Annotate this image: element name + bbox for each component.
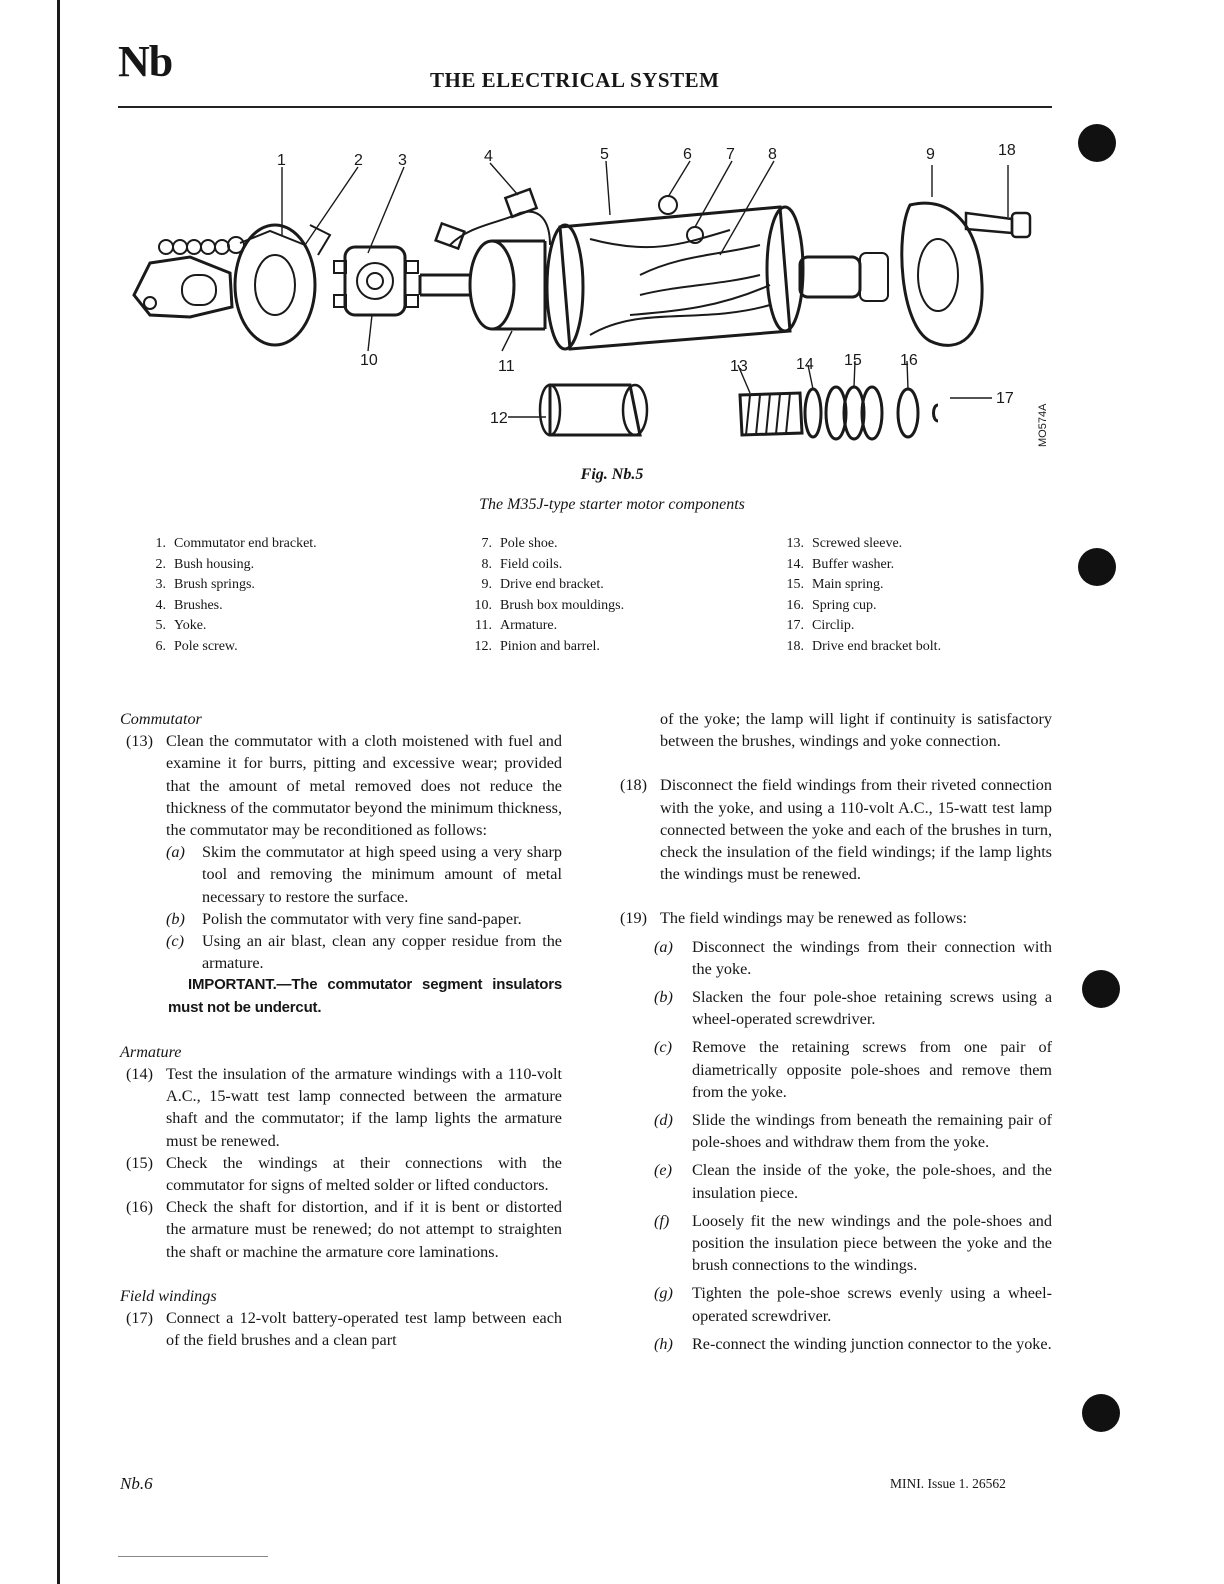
drive-end-bracket: [902, 203, 982, 345]
legend-item: 2. Bush housing.: [155, 556, 255, 572]
legend-item: 14. Buffer washer.: [786, 556, 895, 572]
callout-label: 5: [600, 146, 609, 163]
legend-item: 6. Pole screw.: [155, 638, 238, 654]
commutator-end-bracket: [235, 225, 315, 345]
section-code: Nb: [118, 37, 173, 86]
callout-label: 14: [796, 356, 814, 373]
subitem-d: (d) Slide the windings from beneath the remaining pair of pole-shoes and withdraw them from the yoke.: [654, 1111, 1052, 1152]
figure-label: Fig. Nb.5: [580, 466, 644, 483]
callout-label: 3: [398, 152, 407, 169]
legend-item: 15. Main spring.: [786, 577, 884, 592]
section-heading-armature: Armature: [120, 1042, 182, 1061]
punch-hole: [1078, 124, 1116, 162]
subitem-c: (c) Using an air blast, clean any copper residue from the armature.: [166, 932, 562, 973]
callout-label: 1: [277, 152, 286, 169]
legend-item: 16. Spring cup.: [786, 597, 877, 613]
legend-column-3: [778, 534, 941, 657]
main-spring: [826, 387, 882, 439]
right-text-column: [614, 708, 1052, 1355]
buffer-washer: [805, 389, 821, 437]
callout-label: 16: [900, 352, 918, 369]
legend-item: 17. Circlip.: [786, 618, 855, 633]
legend-item: 9. Drive end bracket.: [481, 577, 604, 592]
callout-label: 13: [730, 358, 748, 375]
armature: [420, 275, 470, 295]
legend-item: 7. Pole shoe.: [481, 536, 558, 551]
callout-label: 15: [844, 352, 862, 369]
paragraph-13: (13) Clean the commutator with a cloth moistened with fuel and examine it for burrs, pitting and excessive wear; provided that the amount of metal removed does not reduce the thickness of the commutator beyond the minimum thickness, the commutator may be reconditioned as follows:: [126, 732, 562, 840]
important-note: IMPORTANT.—The commutator segment insulators must not be undercut.: [168, 976, 562, 1016]
circlip: [934, 405, 939, 421]
legend-item: 18. Drive end bracket bolt.: [786, 638, 942, 654]
paragraph-17: (17) Connect a 12-volt battery-operated test lamp between each of the field brushes and a clean part: [126, 1309, 562, 1350]
callout-label: 7: [726, 146, 735, 163]
subitem-b: (b) Slacken the four pole-shoe retaining screws using a wheel-operated screwdriver.: [654, 988, 1052, 1029]
small-washers: [159, 237, 244, 254]
callout-label: 11: [498, 358, 515, 375]
subitem-h: (h) Re-connect the winding junction connector to the yoke.: [654, 1334, 1052, 1353]
yoke: [560, 207, 790, 349]
footer-rule: [118, 1556, 268, 1557]
subitem-a: (a) Skim the commutator at high speed using a very sharp tool and removing the minimum amount of metal necessary to restore the surface.: [166, 843, 562, 906]
legend-item: 13. Screwed sleeve.: [786, 536, 903, 551]
figure-reference-code: MO574A: [1037, 403, 1049, 447]
punch-hole: [1082, 1394, 1120, 1432]
page-number: Nb.6: [120, 1474, 153, 1493]
paragraph-18: (18) Disconnect the field windings from their riveted connection with the yoke, and using a 110-volt A.C., 15-watt test lamp connected between the yoke and each of the brushes in turn, check the insulation of the field windings; if the lamp lights the windings must be renewed.: [620, 776, 1052, 884]
callout-label: 6: [683, 146, 692, 163]
callout-label: 4: [484, 148, 493, 165]
callout-label: 9: [926, 146, 935, 163]
subitem-f: (f) Loosely fit the new windings and the pole-shoes and position the insulation piece between the yoke and the brush connections to the windings.: [654, 1211, 1052, 1275]
issue-info: MINI. Issue 1. 26562: [890, 1476, 1006, 1491]
section-heading-field-windings: Field windings: [120, 1286, 217, 1305]
brush-box: [345, 247, 405, 315]
callout-label: 2: [354, 152, 363, 169]
legend-item: 1. Commutator end bracket.: [155, 536, 317, 551]
spring-cup: [898, 389, 918, 437]
subitem-g: (g) Tighten the pole-shoe screws evenly using a wheel-operated screwdriver.: [654, 1284, 1052, 1325]
figure-caption: The M35J-type starter motor components: [479, 496, 745, 513]
subitem-a: (a) Disconnect the windings from their connection with the yoke.: [654, 937, 1052, 978]
left-text-column: [120, 708, 562, 1351]
subitem-c: (c) Remove the retaining screws from one pair of diametrically opposite pole-shoes and remove them from the yoke.: [654, 1038, 1052, 1101]
punch-hole: [1078, 548, 1116, 586]
page-title: THE ELECTRICAL SYSTEM: [430, 68, 720, 92]
legend-item: 4. Brushes.: [155, 597, 223, 613]
legend-column-2: [466, 534, 624, 657]
header-rule: [118, 106, 1052, 108]
legend-item: 10. Brush box mouldings.: [474, 597, 625, 613]
section-heading-commutator: Commutator: [120, 710, 202, 728]
paragraph-19: (19) The field windings may be renewed as follows:: [620, 909, 968, 928]
callout-label: 8: [768, 146, 777, 163]
legend-item: 3. Brush springs.: [155, 577, 255, 592]
paragraph-16: (16) Check the shaft for distortion, and if it is bent or distorted the armature must be renewed; do not attempt to straighten the shaft or machine the armature core laminations.: [126, 1198, 562, 1261]
subitem-e: (e) Clean the inside of the yoke, the pole-shoes, and the insulation piece.: [654, 1161, 1052, 1202]
subitem-b: (b) Polish the commutator with very fine sand-paper.: [166, 909, 522, 928]
punch-hole: [1082, 970, 1120, 1008]
paragraph-15: (15) Check the windings at their connections with the commutator for signs of melted solder or lifted conductors.: [126, 1153, 562, 1195]
legend-item: 5. Yoke.: [155, 618, 207, 633]
paragraph-17-continued: of the yoke; the lamp will light if continuity is satisfactory between the brushes, windings and yoke connection.: [660, 710, 1052, 751]
paragraph-14: (14) Test the insulation of the armature windings with a 110-volt A.C., 15-watt test lamp connected between the armature shaft and the commutator; if the lamp lights the armature must be renewed.: [126, 1065, 562, 1150]
starter-motor-exploded-diagram: [120, 135, 1050, 460]
callout-label: 10: [360, 352, 378, 369]
callout-label: 17: [996, 390, 1014, 407]
legend-item: 8. Field coils.: [481, 556, 563, 572]
callout-label: 12: [490, 410, 508, 427]
legend-item: 12. Pinion and barrel.: [474, 638, 600, 654]
legend-item: 11. Armature.: [475, 618, 558, 633]
callout-label: 18: [998, 142, 1016, 159]
legend-column-1: [140, 534, 317, 657]
